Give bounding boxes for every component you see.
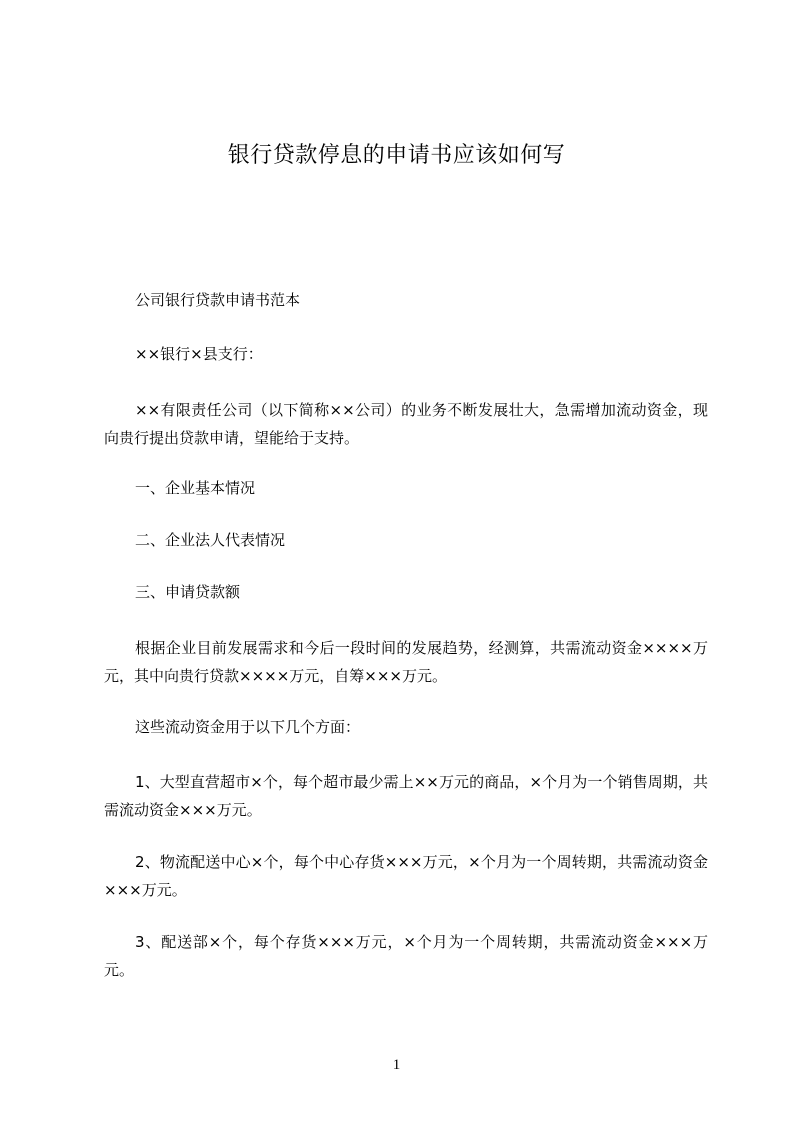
paragraph-section-2: 二、企业法人代表情况 xyxy=(135,531,286,549)
paragraph-loan-amount: 根据企业目前发展需求和今后一段时间的发展趋势，经测算，共需流动资金××××万元，其中向贵行贷款××××万元，自筹×××万元。 xyxy=(104,639,708,685)
paragraph-use-2: 2、物流配送中心×个，每个中心存货×××万元，×个月为一个周转期，共需流动资金×××万元。 xyxy=(104,853,708,899)
paragraph-intro: ××有限责任公司（以下简称××公司）的业务不断发展壮大，急需增加流动资金，现向贵行提出贷款申请，望能给于支持。 xyxy=(104,401,708,447)
paragraph-use-1: 1、大型直营超市×个，每个超市最少需上××万元的商品，×个月为一个销售周期，共需流动资金×××万元。 xyxy=(104,773,708,819)
paragraph-use-3: 3、配送部×个，每个存货×××万元，×个月为一个周转期，共需流动资金×××万元。 xyxy=(104,933,708,979)
paragraph-section-1: 一、企业基本情况 xyxy=(135,479,256,497)
paragraph-section-3: 三、申请贷款额 xyxy=(135,583,241,601)
paragraph-heading-sample: 公司银行贷款申请书范本 xyxy=(135,291,301,309)
document-title: 银行贷款停息的申请书应该如何写 xyxy=(227,143,566,168)
paragraph-uses-intro: 这些流动资金用于以下几个方面： xyxy=(135,718,361,736)
page-number: 1 xyxy=(392,1057,401,1073)
paragraph-addressee: ××银行×县支行： xyxy=(135,345,263,363)
